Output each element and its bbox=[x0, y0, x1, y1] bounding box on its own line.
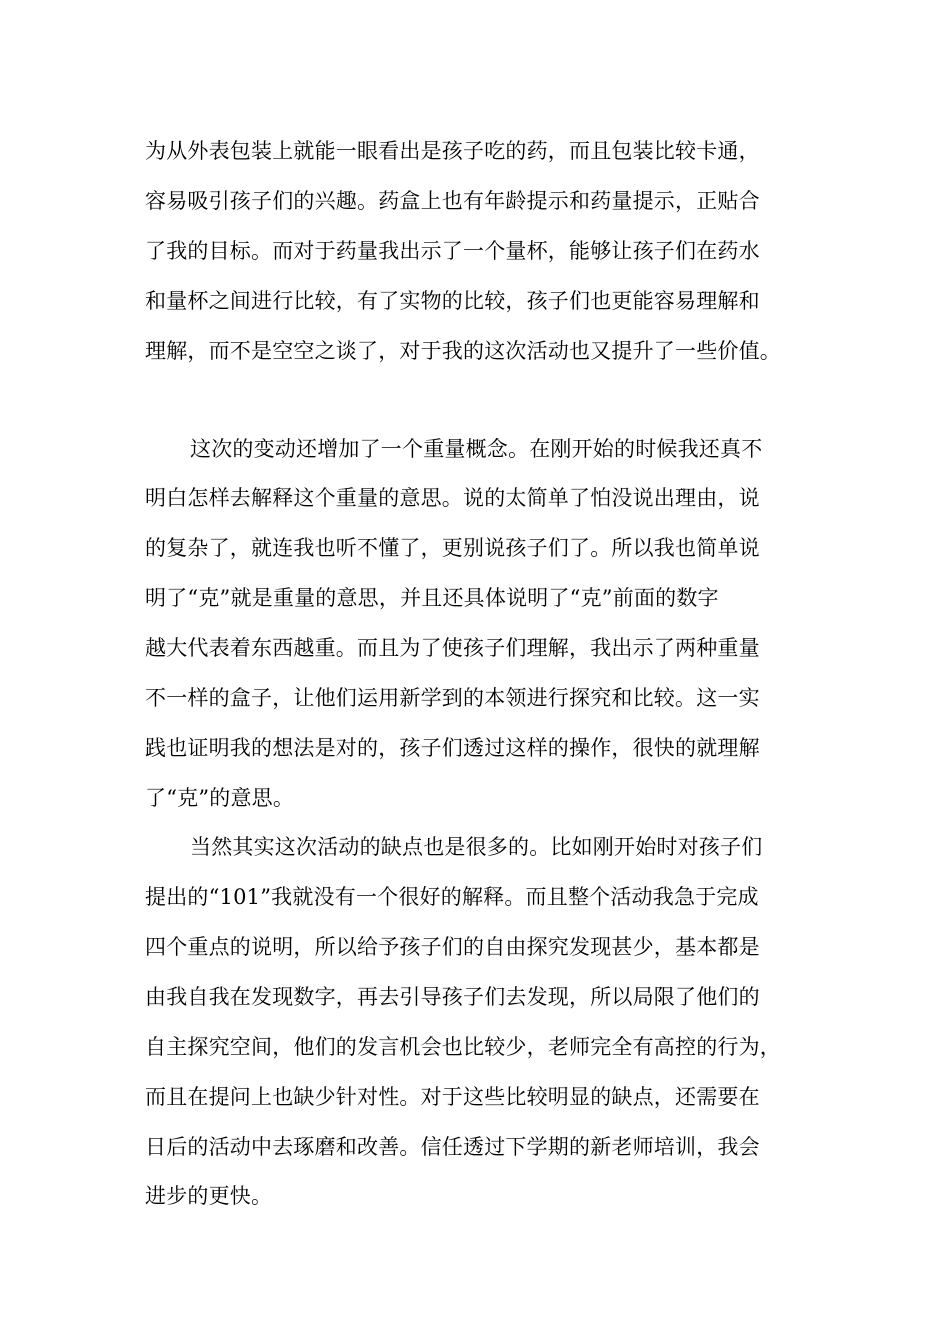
text-line: 由我自我在发现数字，再去引导孩子们去发现，所以局限了他们的 bbox=[145, 985, 760, 1009]
text-line: 越大代表着东西越重。而且为了使孩子们理解，我出示了两种重量 bbox=[145, 636, 760, 660]
text-line: 而且在提问上也缺少针对性。对于这些比较明显的缺点，还需要在 bbox=[145, 1085, 760, 1109]
text-line: 容易吸引孩子们的兴趣。药盒上也有年龄提示和药量提示，正贴合 bbox=[145, 189, 760, 213]
text-line: 的复杂了，就连我也听不懂了，更别说孩子们了。所以我也简单说 bbox=[145, 536, 760, 560]
text-line: 明白怎样去解释这个重量的意思。说的太简单了怕没说出理由，说 bbox=[145, 486, 760, 510]
text-line: 践也证明我的想法是对的，孩子们透过这样的操作，很快的就理解 bbox=[145, 736, 760, 760]
text-line: 自主探究空间，他们的发言机会也比较少，老师完全有高控的行为， bbox=[145, 1035, 781, 1059]
text-line: 理解，而不是空空之谈了，对于我的这次活动也又提升了一些价值。 bbox=[145, 339, 781, 363]
text-line: 日后的活动中去琢磨和改善。信任透过下学期的新老师培训，我会 bbox=[145, 1135, 760, 1159]
text-line: 和量杯之间进行比较，有了实物的比较，孩子们也更能容易理解和 bbox=[145, 289, 760, 313]
text-line: 了我的目标。而对于药量我出示了一个量杯，能够让孩子们在药水 bbox=[145, 239, 760, 263]
text-line: 为从外表包装上就能一眼看出是孩子吃的药，而且包装比较卡通， bbox=[145, 139, 760, 163]
text-line: 明了“克”就是重量的意思，并且还具体说明了“克”前面的数字 bbox=[145, 586, 719, 610]
text-line: 四个重点的说明，所以给予孩子们的自由探究发现甚少，基本都是 bbox=[145, 935, 760, 959]
text-line: 进步的更快。 bbox=[145, 1184, 273, 1208]
text-line: 不一样的盒子，让他们运用新学到的本领进行探究和比较。这一实 bbox=[145, 686, 760, 710]
text-line: 了“克”的意思。 bbox=[145, 786, 295, 810]
text-line: 提出的“101”我就没有一个很好的解释。而且整个活动我急于完成 bbox=[145, 885, 759, 909]
text-line: 这次的变动还增加了一个重量概念。在刚开始的时候我还真不 bbox=[190, 437, 763, 461]
text-line: 当然其实这次活动的缺点也是很多的。比如刚开始时对孩子们 bbox=[190, 835, 763, 859]
